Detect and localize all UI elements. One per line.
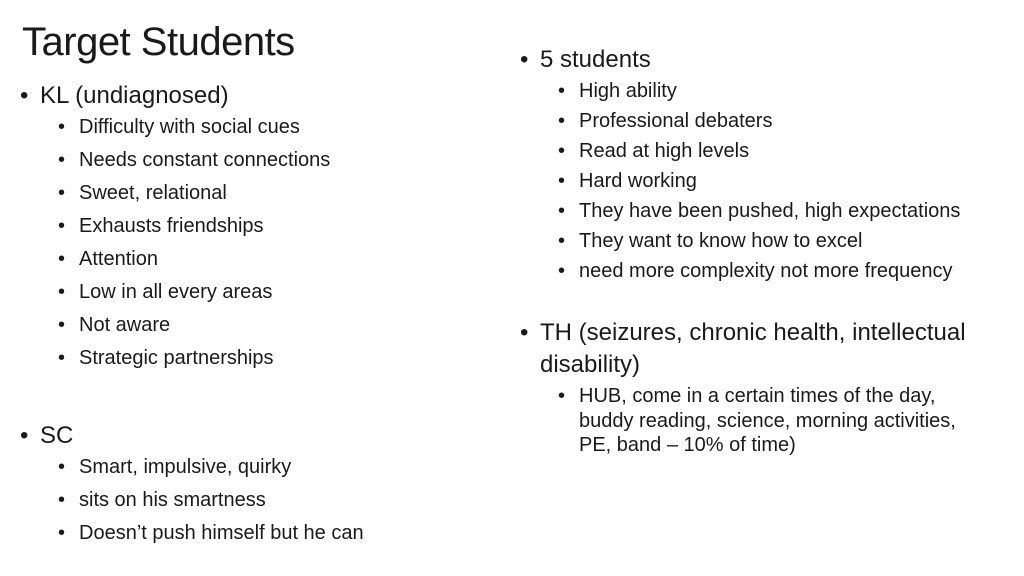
sub-bullet: • They have been pushed, high expectations xyxy=(540,199,990,224)
sub-bullet: • Read at high levels xyxy=(540,139,990,164)
left-column xyxy=(20,80,490,554)
bullet-group-th xyxy=(520,317,990,458)
sub-bullet: • They want to know how to excel xyxy=(540,229,990,254)
sub-bullet: • Exhausts friendships xyxy=(40,214,490,239)
bullet-group-5-students xyxy=(520,44,990,284)
sub-bullet: • sits on his smartness xyxy=(40,488,490,513)
sub-bullet-list xyxy=(20,455,490,546)
group-spacer xyxy=(20,379,490,420)
sub-bullet-list xyxy=(520,79,990,284)
sub-bullet: • Needs constant connections xyxy=(40,148,490,173)
slide-title: Target Students xyxy=(22,20,295,64)
sub-bullet: • Low in all every areas xyxy=(40,280,490,305)
sub-bullet: • Attention xyxy=(40,247,490,272)
sub-bullet-list xyxy=(520,384,990,458)
sub-bullet: • need more complexity not more frequency xyxy=(540,259,990,284)
sub-bullet: • Not aware xyxy=(40,313,490,338)
bullet-heading: • SC xyxy=(20,420,490,452)
bullet-heading: • KL (undiagnosed) xyxy=(20,80,490,112)
right-column xyxy=(520,44,990,463)
sub-bullet: • Professional debaters xyxy=(540,109,990,134)
bullet-group-kl xyxy=(20,80,490,371)
sub-bullet: • High ability xyxy=(540,79,990,104)
bullet-heading: • 5 students xyxy=(520,44,990,76)
sub-bullet: • Smart, impulsive, quirky xyxy=(40,455,490,480)
bullet-heading: • TH (seizures, chronic health, intellectual disability) xyxy=(520,317,990,381)
sub-bullet: • HUB, come in a certain times of the day, buddy reading, science, morning activities, PE, band – 10% of time) xyxy=(540,384,990,458)
sub-bullet: • Doesn’t push himself but he can xyxy=(40,521,490,546)
sub-bullet-list xyxy=(20,115,490,371)
group-spacer xyxy=(520,289,990,317)
sub-bullet: • Sweet, relational xyxy=(40,181,490,206)
sub-bullet: • Hard working xyxy=(540,169,990,194)
bullet-group-sc xyxy=(20,420,490,546)
sub-bullet: • Strategic partnerships xyxy=(40,346,490,371)
sub-bullet: • Difficulty with social cues xyxy=(40,115,490,140)
